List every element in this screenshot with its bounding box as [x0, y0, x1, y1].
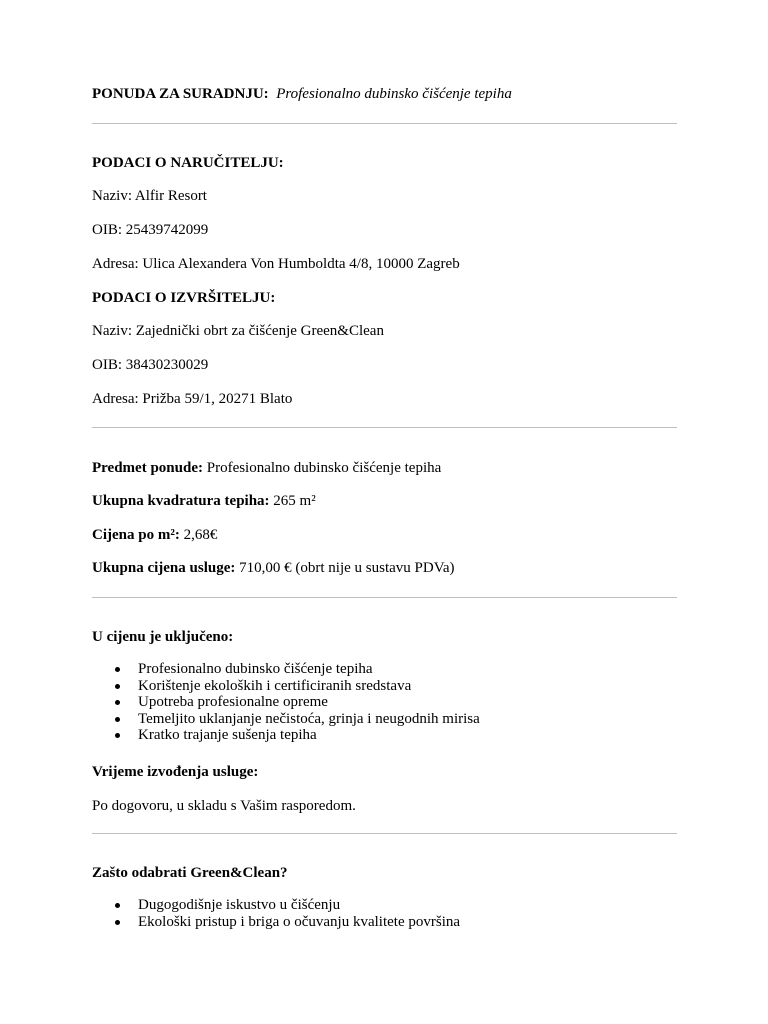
- list-item: [92, 694, 480, 711]
- offer-area: [92, 492, 316, 510]
- list-item-text: Dugogodišnje iskustvo u čišćenju: [138, 897, 341, 913]
- list-item: [92, 678, 480, 695]
- bullet-icon: [115, 667, 120, 672]
- list-item: [92, 914, 460, 931]
- client-oib: OIB: 25439742099: [92, 222, 209, 238]
- offer-total: [92, 559, 455, 577]
- list-item-text: Upotreba profesionalne opreme: [138, 694, 328, 710]
- client-address: Adresa: Ulica Alexandera Von Humboldta 4/8, 10000 Zagreb: [92, 256, 460, 272]
- offer-subject-label: Predmet ponude:: [92, 460, 203, 476]
- divider: [92, 123, 677, 124]
- offer-subject: [92, 459, 441, 477]
- divider: [92, 427, 677, 428]
- offer-title-label: PONUDA ZA SURADNJU:: [92, 86, 269, 102]
- offer-subject-value: Profesionalno dubinsko čišćenje tepiha: [206, 460, 442, 476]
- list-item-text: Temeljito uklanjanje nečistoća, grinja i neugodnih mirisa: [138, 710, 480, 727]
- contractor-name: Naziv: Zajednički obrt za čišćenje Green&Clean: [92, 323, 384, 339]
- list-item: [92, 727, 480, 744]
- bullet-icon: [115, 684, 120, 689]
- list-item-text: Profesionalno dubinsko čišćenje tepiha: [138, 661, 373, 677]
- list-item-text: Kratko trajanje sušenja tepiha: [138, 727, 317, 743]
- why-heading: Zašto odabrati Green&Clean?: [92, 865, 288, 881]
- bullet-icon: [115, 700, 120, 705]
- list-item: [92, 711, 480, 728]
- offer-price-value: 2,68€: [183, 527, 218, 543]
- list-item-text: Korištenje ekoloških i certificiranih sredstava: [138, 677, 412, 694]
- list-item: [92, 661, 480, 678]
- offer-price-label: Cijena po m²:: [92, 527, 180, 543]
- offer-area-label: Ukupna kvadratura tepiha:: [92, 493, 270, 509]
- divider: [92, 597, 677, 598]
- bullet-icon: [115, 717, 120, 722]
- contractor-heading: PODACI O IZVRŠITELJU:: [92, 290, 276, 306]
- client-name: Naziv: Alfir Resort: [92, 188, 207, 204]
- included-list: [92, 661, 480, 744]
- included-heading: U cijenu je uključeno:: [92, 629, 234, 645]
- list-item: [92, 897, 460, 914]
- contractor-oib: OIB: 38430230029: [92, 357, 209, 373]
- offer-total-value: 710,00 € (obrt nije u sustavu PDVa): [239, 560, 455, 576]
- bullet-icon: [115, 733, 120, 738]
- timing-text: Po dogovoru, u skladu s Vašim rasporedom.: [92, 798, 356, 814]
- offer-total-label: Ukupna cijena usluge:: [92, 560, 236, 576]
- offer-title: [92, 85, 512, 103]
- why-list: [92, 897, 460, 930]
- offer-area-value: 265 m²: [273, 493, 316, 509]
- bullet-icon: [115, 903, 120, 908]
- divider: [92, 833, 677, 834]
- offer-price: [92, 526, 217, 544]
- client-heading: PODACI O NARUČITELJU:: [92, 155, 284, 171]
- contractor-address: Adresa: Prižba 59/1, 20271 Blato: [92, 391, 293, 407]
- timing-heading: Vrijeme izvođenja usluge:: [92, 764, 259, 780]
- offer-title-subject: Profesionalno dubinsko čišćenje tepiha: [276, 86, 512, 102]
- bullet-icon: [115, 920, 120, 925]
- list-item-text: Ekološki pristup i briga o očuvanju kvalitete površina: [138, 913, 461, 930]
